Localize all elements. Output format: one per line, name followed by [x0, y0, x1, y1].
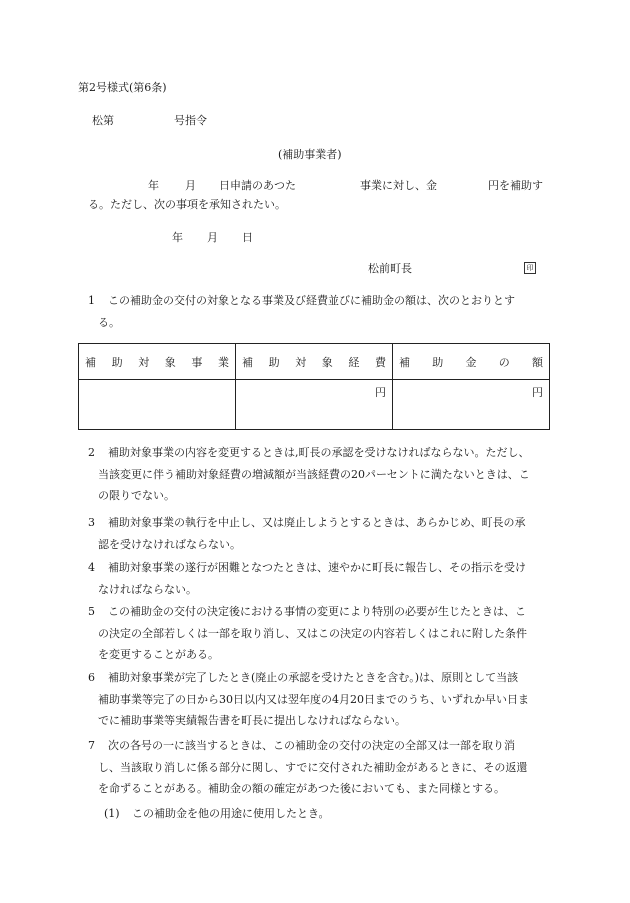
- form-number: 第2号様式(第6条): [78, 81, 167, 94]
- header-char: 費: [374, 355, 386, 369]
- clause-line: 次の各号の一に該当するときは、この補助金の交付の決定の全部又は一部を取り消: [108, 739, 515, 752]
- clause-3: [88, 512, 558, 555]
- seal-mark: 印: [524, 262, 536, 274]
- header-cell-amount: [393, 344, 550, 380]
- header-char: 補: [85, 355, 96, 369]
- header-char: 経: [348, 355, 360, 369]
- reference-prefix: 松第: [92, 114, 114, 127]
- intro-line-2: る。ただし、次の事項を承知されたい。: [88, 198, 286, 211]
- date-month: 月: [207, 231, 218, 244]
- clause-6: [88, 667, 558, 732]
- table-header-row: [79, 344, 550, 380]
- clause-line: を変更することがある。: [98, 648, 219, 661]
- clause-line: し、当該取り消しに係る部分に関し、すでに交付された補助金があるときに、その返還: [98, 760, 528, 774]
- header-char: 業: [217, 355, 229, 369]
- header-char: 象: [321, 355, 333, 369]
- clause-line: 補助対象事業が完了したとき(廃止の承認を受けたときを含む。)は、原則として当該: [108, 671, 519, 684]
- header-char: 金: [465, 355, 477, 369]
- clause-line: 補助対象事業の遂行が困難となつたときは、速やかに町長に報告し、その指示を受け: [108, 561, 526, 574]
- clause-line: 補助対象事業の執行を中止し、又は廃止しようとするときは、あらかじめ、町長の承: [108, 516, 526, 529]
- clause-line: の限りでない。: [98, 489, 175, 502]
- clause-line: 当該変更に伴う補助対象経費の増減額が当該経費の20パーセントに満たないときは、こ: [98, 467, 530, 481]
- clause-4: [88, 557, 558, 600]
- spread-text: [85, 354, 229, 370]
- clause-line: 補助対象事業の内容を変更するときは,町長の承認を受けなければならない。ただし、: [108, 446, 530, 459]
- clause-number: 6: [88, 671, 95, 684]
- clause-5: [88, 601, 558, 666]
- header-char: 補: [399, 355, 410, 369]
- intro-day-applied: 日申請のあつた: [219, 179, 296, 192]
- clause-line: でに補助事業等実績報告書を町長に提出しなければならない。: [98, 714, 406, 727]
- clause-line: この補助金の交付の対象となる事業及び経費並びに補助金の額は、次のとおりとす: [108, 294, 515, 307]
- clause-line: なければならない。: [98, 582, 197, 596]
- table-value-row: [79, 380, 550, 430]
- clause-number: 3: [88, 516, 95, 529]
- header-char: 助: [432, 355, 444, 369]
- clause-line: を命ずることがある。補助金の額の確定があつた後においても、また同様とする。: [98, 782, 505, 795]
- header-cell-expense: [236, 344, 393, 380]
- clause-line: る。: [98, 315, 120, 329]
- subclause-text: この補助金を他の用途に使用したとき。: [132, 807, 330, 820]
- clause-1: [88, 290, 558, 333]
- clause-number: 1: [88, 294, 95, 307]
- header-char: 助: [268, 355, 280, 369]
- date-day: 日: [242, 231, 253, 244]
- header-char: 象: [164, 355, 176, 369]
- header-char: 助: [111, 355, 123, 369]
- clause-number: 5: [88, 605, 95, 618]
- clause-line: 補助事業等完了の日から30日以内又は翌年度の4月20日までのうち、いずれか早い日ま: [98, 692, 529, 706]
- spread-text: [242, 354, 386, 370]
- signer-title: 松前町長: [368, 262, 412, 275]
- intro-project-text: 事業に対し、金: [360, 179, 437, 192]
- clause-line: この補助金の交付の決定後における事情の変更により特別の必要が生じたときは、こ: [108, 605, 526, 618]
- header-char: 事: [191, 355, 203, 369]
- header-char: の: [498, 355, 510, 369]
- value-cell-amount: 円: [393, 380, 550, 430]
- header-cell-project: [79, 344, 236, 380]
- value-cell-project: [79, 380, 236, 430]
- spread-text: [399, 354, 543, 370]
- date-year: 年: [172, 231, 183, 244]
- header-char: 補: [242, 355, 253, 369]
- header-char: 対: [138, 355, 150, 369]
- reference-suffix: 号指令: [174, 114, 207, 127]
- intro-month: 月: [185, 179, 196, 192]
- value-cell-expense: 円: [236, 380, 393, 430]
- header-char: 対: [295, 355, 307, 369]
- intro-yen-text: 円を補助す: [488, 179, 543, 192]
- clause-7: [88, 735, 558, 800]
- header-char: 額: [532, 355, 543, 369]
- clause-number: 2: [88, 446, 95, 459]
- clause-line: 認を受けなければならない。: [98, 537, 241, 551]
- clause-number: 7: [88, 739, 95, 752]
- recipient-label: (補助事業者): [278, 148, 342, 161]
- clause-2: [88, 442, 558, 507]
- intro-year: 年: [148, 179, 159, 192]
- clause-line: の決定の全部若しくは一部を取り消し、又はこの決定の内容若しくはこれに附した条件: [98, 626, 527, 640]
- subclause-number: (1): [104, 807, 120, 820]
- clause-number: 4: [88, 561, 95, 574]
- grant-table: [78, 343, 550, 430]
